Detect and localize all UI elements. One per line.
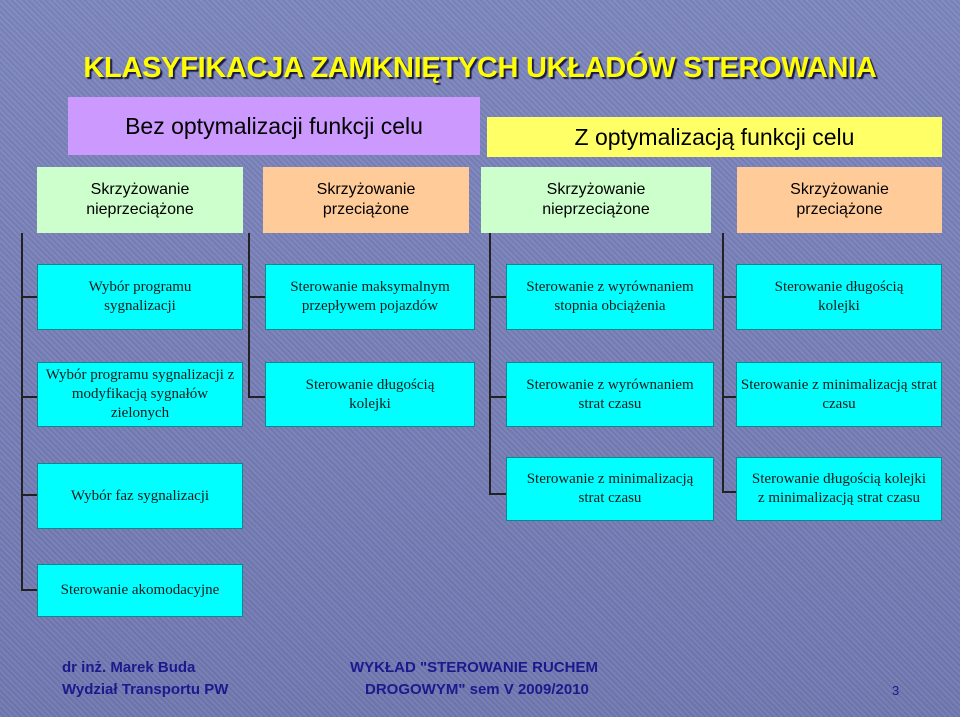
subgroup-3: Skrzyżowanie nieprzeciążone [481,167,711,233]
subgroup-2: Skrzyżowanie przeciążone [263,167,469,233]
connector-col3-h3 [489,493,506,495]
connector-col4-h1 [722,296,736,298]
connector-col1 [21,233,23,590]
connector-col1-h2 [21,396,38,398]
slide-title: KLASYFIKACJA ZAMKNIĘTYCH UKŁADÓW STEROWANIA [83,52,877,84]
cell-program-modification: Wybór programu sygnalizacji z modyfikacją sygnałów zielonych [37,362,243,427]
connector-col2-h2 [248,396,265,398]
footer-author: dr inż. Marek Buda [62,659,196,676]
subgroup-4: Skrzyżowanie przeciążone [737,167,942,233]
connector-col1-h4 [21,589,38,591]
footer-faculty: Wydział Transportu PW [62,681,229,698]
footer-course-line1: WYKŁAD "STEROWANIE RUCHEM [350,659,598,676]
cell-queue-length: Sterowanie długością kolejki [736,264,942,330]
cell-accommodative-control: Sterowanie akomodacyjne [37,564,243,617]
group-no-optimization: Bez optymalizacji funkcji celu [68,97,480,155]
cell-delay-minimization-overloaded: Sterowanie z minimalizacją strat czasu [736,362,942,427]
connector-col4-h3 [722,491,736,493]
connector-col3-h1 [489,296,506,298]
connector-col4 [722,233,724,493]
cell-delay-balance: Sterowanie z wyrównaniem strat czasu [506,362,714,427]
page-number: 3 [892,683,900,698]
cell-delay-minimization: Sterowanie z minimalizacją strat czasu [506,457,714,521]
connector-col2-h1 [248,296,265,298]
group-with-optimization: Z optymalizacją funkcji celu [487,117,942,157]
cell-load-balance: Sterowanie z wyrównaniem stopnia obciążenia [506,264,714,330]
cell-program-selection: Wybór programu sygnalizacji [37,264,243,330]
footer-course-line2: DROGOWYM" sem V 2009/2010 [365,681,589,698]
cell-queue-length-overloaded: Sterowanie długością kolejki [265,362,475,427]
cell-phase-selection: Wybór faz sygnalizacji [37,463,243,529]
connector-col1-h3 [21,494,38,496]
connector-col3 [489,233,491,495]
subgroup-1: Skrzyżowanie nieprzeciążone [37,167,243,233]
connector-col3-h2 [489,396,506,398]
connector-col1-h1 [21,296,38,298]
connector-col4-h2 [722,396,736,398]
connector-col2 [248,233,250,398]
cell-max-flow: Sterowanie maksymalnym przepływem pojazdów [265,264,475,330]
cell-queue-delay-minimization: Sterowanie długością kolejki z minimalizacją strat czasu [736,457,942,521]
